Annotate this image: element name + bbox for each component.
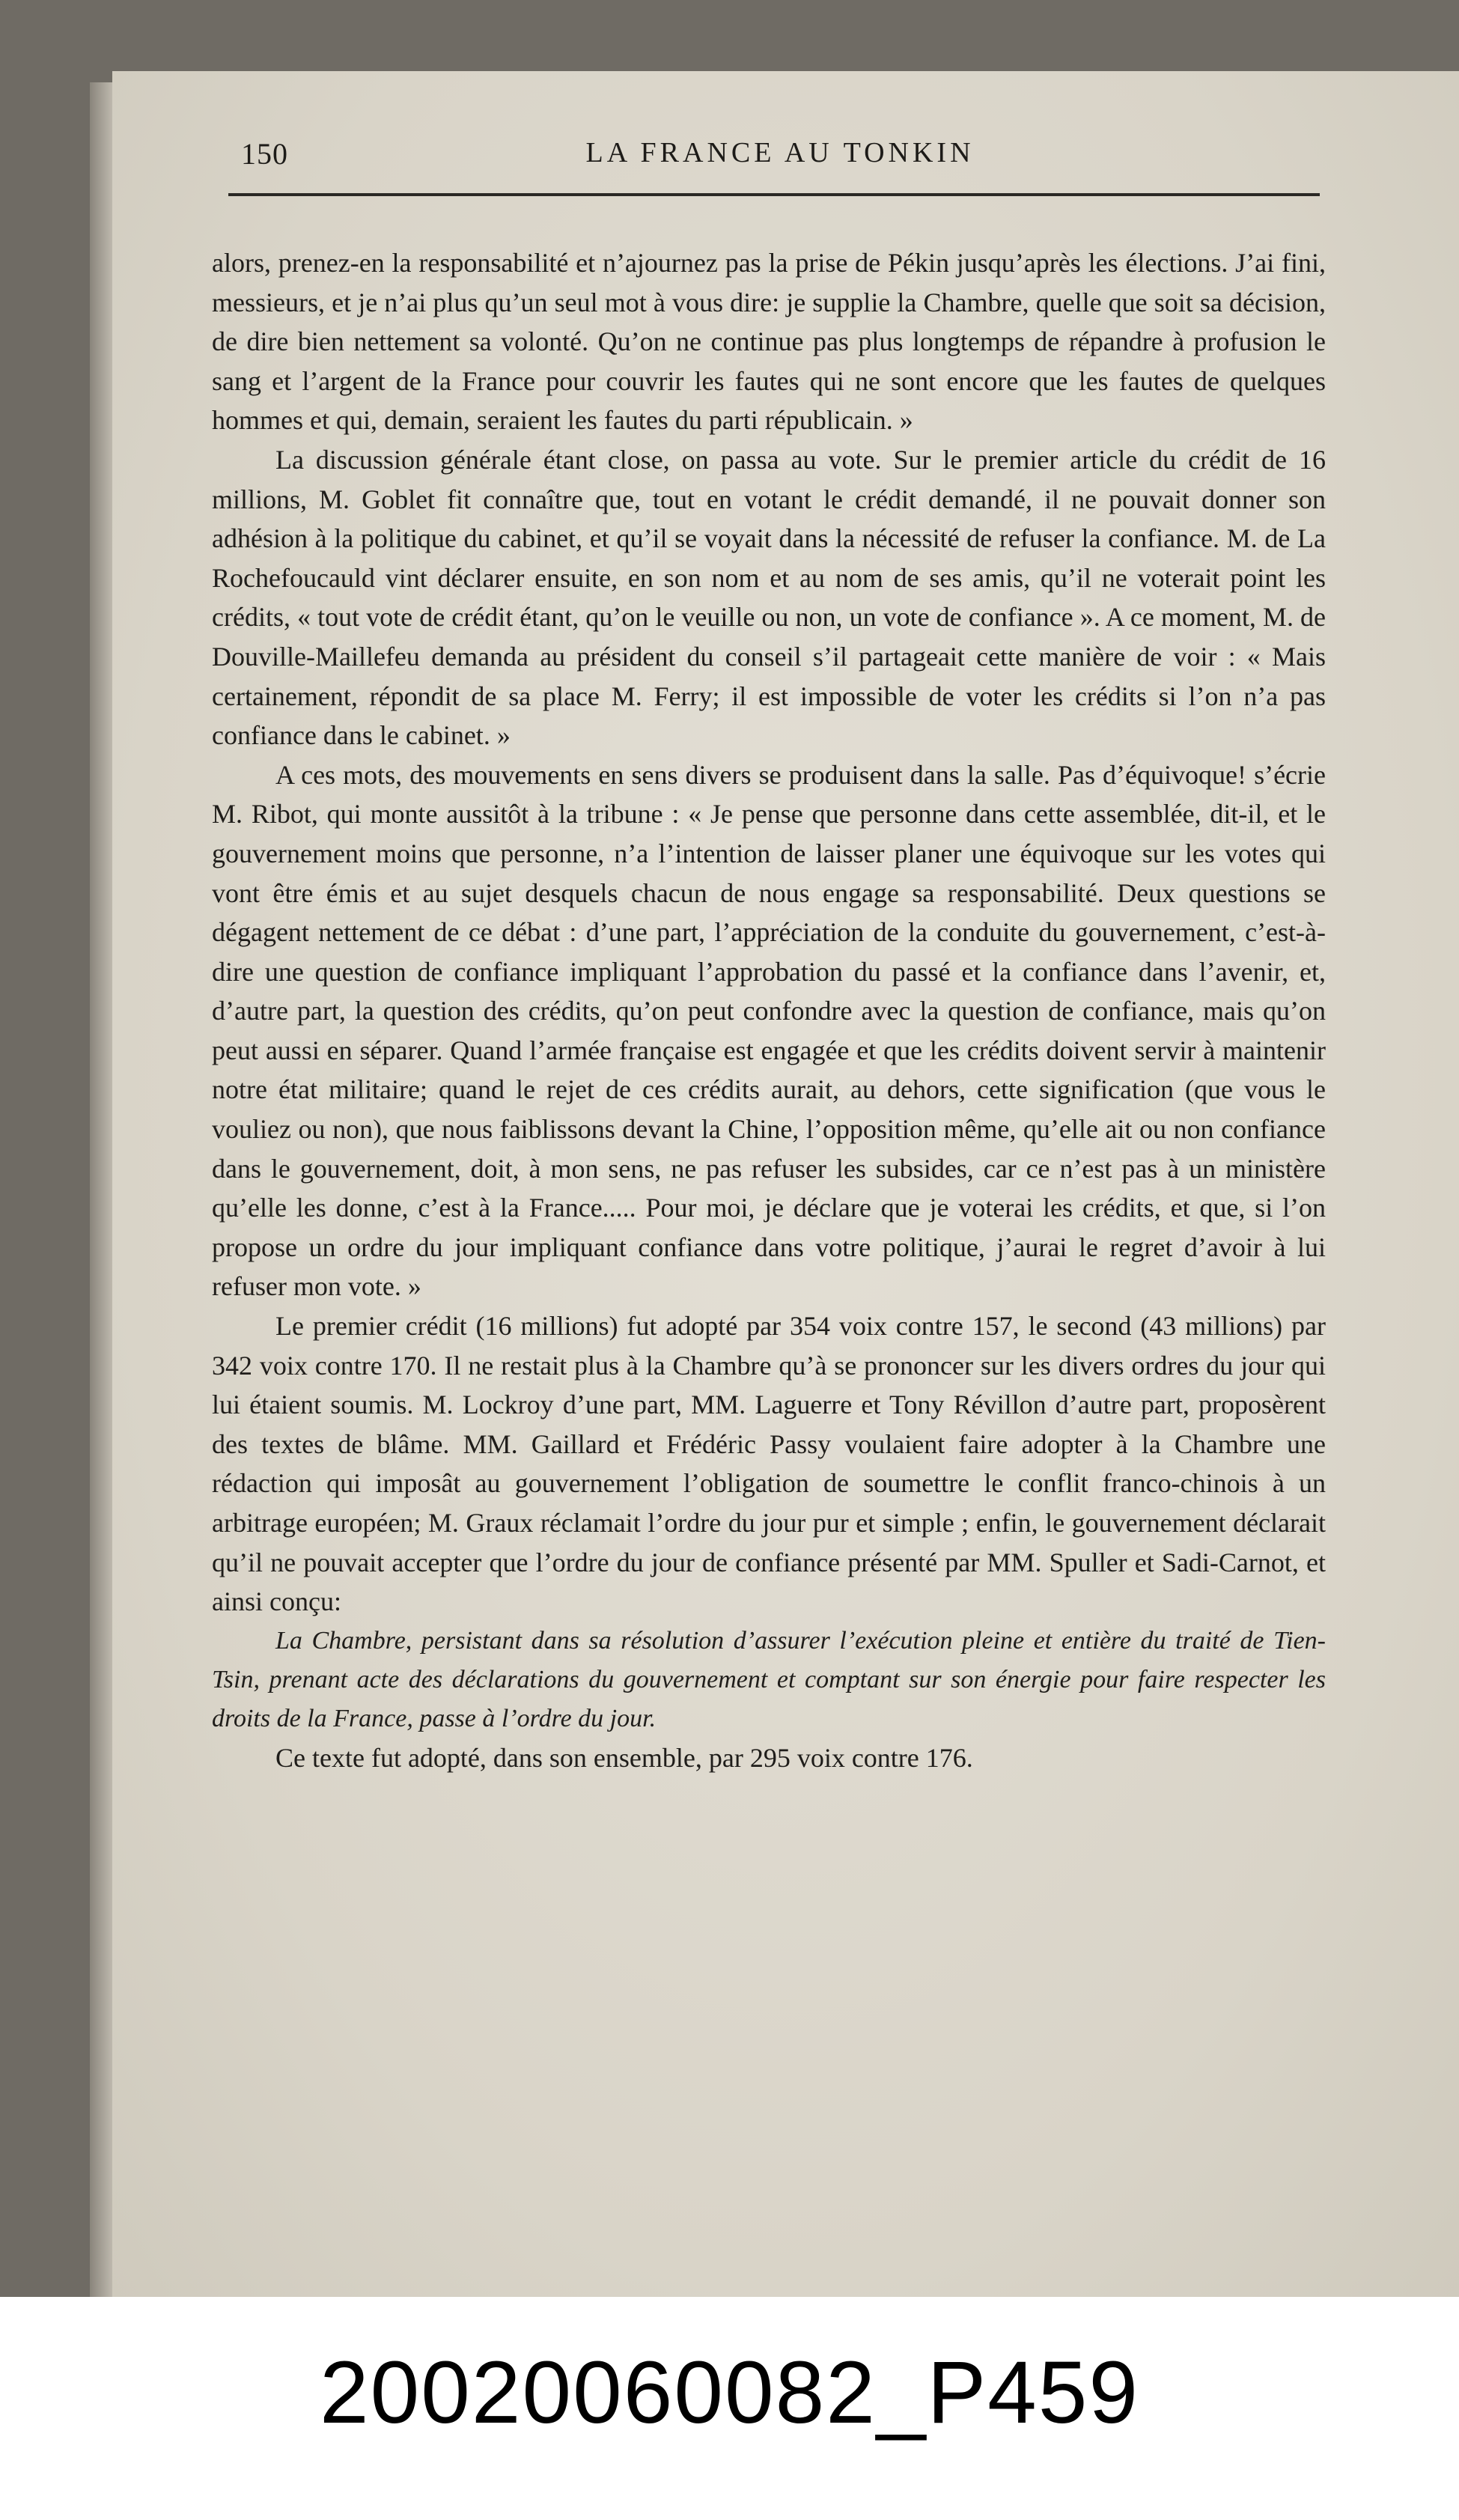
paragraph-3: A ces mots, des mouvements en sens divers se produisent dans la salle. Pas d’équivoque! s’écrie M. Ribot, qui monte aussitôt à la tribune : « Je pense que personne dans cette assemblée, dit-il, et le gouvernement moins que personne, n’a l’intention de laisser planer une équivoque sur les votes qui vont être émis et au sujet desquels chacun de nous engage sa responsabilité. Deux questions se dégagent nettement de ce débat : d’une part, l’appréciation de la conduite du gouvernement, c’est-à-dire une question de confiance impliquant l’approbation du passé et la confiance dans l’avenir, et, d’autre part, la question des crédits, qu’on peut confondre avec la question de confiance, mais qu’on peut aussi en séparer. Quand l’armée française est engagée et que les crédits doivent servir à maintenir notre état militaire; quand le rejet de ces crédits aurait, au dehors, cette signification (que vous le vouliez ou non), que nous faiblissons devant la Chine, l’opposition même, qu’elle ait ou non confiance dans le gouvernement, doit, à mon sens, ne pas refuser les subsides, car ce n’est pas à un ministère qu’elle les donne, c’est à la France..... Pour moi, je déclare que je voterai les crédits, et que, si l’on propose un ordre du jour impliquant confiance dans votre politique, j’aurai le regret d’avoir à lui refuser mon vote. » — [212, 759, 1326, 1302]
paragraph-6: Ce texte fut adopté, dans son ensemble, par 295 voix contre 176. — [275, 1742, 973, 1773]
paragraph-1: alors, prenez-en la responsabilité et n’ajournez pas la prise de Pékin jusqu’après les élections. J’ai fini, messieurs, et je n’ai plus qu’un seul mot à vous dire: je supplie la Chambre, quelle que soit sa décision, de dire bien nettement sa volonté. Qu’on ne continue pas plus longtemps de répandre à profusion le sang et l’argent de la France pour couvrir les fautes qui ne sont encore que les fautes de quelques hommes et qui, demain, seraient les fautes du parti républicain. » — [212, 248, 1326, 436]
resolution-quote: La Chambre, persistant dans sa résolution d’assurer l’exécution pleine et entière du traité de Tien-Tsin, prenant acte des déclarations du gouvernement et comptant sur son énergie pour faire respecter les droits de la France, passe à l’ordre du jour. — [212, 1626, 1326, 1732]
paragraph-4: Le premier crédit (16 millions) fut adopté par 354 voix contre 157, le second (43 millions) par 342 voix contre 170. Il ne restait plus à la Chambre qu’à se prononcer sur les divers ordres du jour qui lui étaient soumis. M. Lockroy d’une part, MM. Laguerre et Tony Révillon d’autre part, proposèrent des textes de blâme. MM. Gaillard et Frédéric Passy voulaient faire adopter à la Chambre une rédaction qui imposât au gouvernement l’obligation de soumettre le conflit franco-chinois à un arbitrage européen; M. Graux réclamait l’ordre du jour pur et simple ; enfin, le gouvernement déclarait qu’il ne pouvait accepter que l’ordre du jour de confiance présenté par MM. Spuller et Sadi-Carnot, et ainsi conçu: — [212, 1311, 1326, 1617]
running-title: LA FRANCE AU TONKIN — [585, 137, 975, 168]
header-rule — [228, 193, 1320, 196]
page-header — [241, 136, 1319, 189]
file-label-area — [0, 2297, 1459, 2520]
page-number: 150 — [241, 137, 288, 171]
paragraph-2: La discussion générale étant close, on passa au vote. Sur le premier article du crédit de 16 millions, M. Goblet fit connaître que, tout en votant le crédit demandé, il ne pouvait donner son adhésion à la politique du cabinet, et qu’il se voyait dans la nécessité de refuser la confiance. M. de La Rochefoucauld vint déclarer ensuite, en son nom et au nom de ses amis, qu’il ne voterait point les crédits, « tout vote de crédit étant, qu’on le veuille ou non, un vote de confiance ». A ce moment, M. de Douville-Maillefeu demanda au président du conseil s’il partageait cette manière de voir : « Mais certainement, répondit de sa place M. Ferry; il est impossible de voter les crédits si l’on n’a pas confiance dans le cabinet. » — [212, 444, 1326, 751]
body-text — [212, 243, 1326, 1777]
file-label: 20020060082_P459 — [319, 2343, 1140, 2442]
